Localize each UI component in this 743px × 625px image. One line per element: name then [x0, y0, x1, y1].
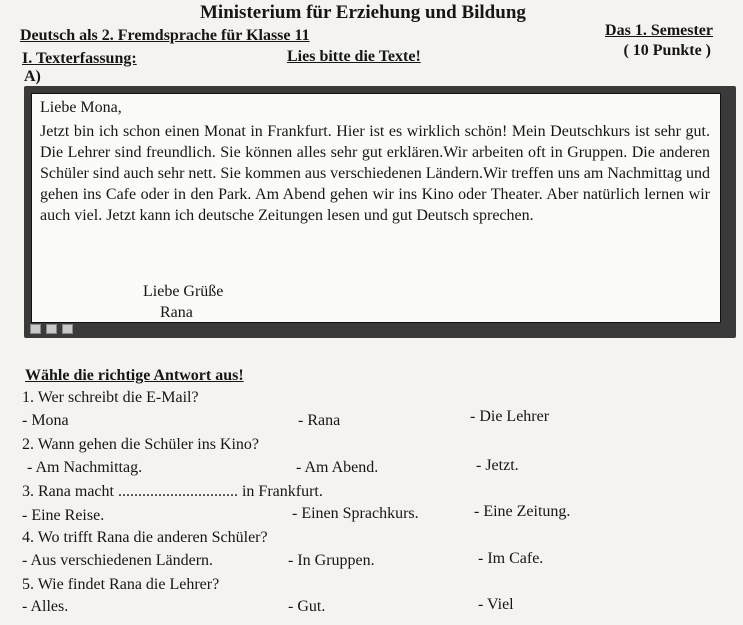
option-2b[interactable]: - Am Abend. — [296, 459, 379, 476]
page-icon — [30, 324, 41, 334]
points-label: ( 10 Punkte ) — [623, 42, 711, 59]
option-5b[interactable]: - Gut. — [288, 598, 326, 615]
option-5a[interactable]: - Alles. — [22, 598, 69, 615]
option-3a[interactable]: - Eine Reise. — [22, 507, 105, 524]
option-1b[interactable]: - Rana — [298, 412, 341, 429]
status-bar — [30, 323, 720, 335]
option-2c[interactable]: - Jetzt. — [476, 457, 519, 474]
semester-label: Das 1. Semester — [605, 22, 713, 39]
option-4c[interactable]: - Im Cafe. — [478, 550, 544, 567]
option-4a[interactable]: - Aus verschiedenen Ländern. — [22, 552, 214, 569]
question-4: 4. Wo trifft Rana die anderen Schüler? — [22, 529, 268, 546]
option-1c[interactable]: - Die Lehrer — [470, 408, 550, 425]
question-3: 3. Rana macht .............................. in Frankfurt. — [22, 483, 323, 500]
subject-line: Deutsch als 2. Fremdsprache für Klasse 11 — [20, 27, 310, 44]
ministry-title: Ministerium für Erziehung und Bildung — [200, 2, 526, 23]
option-3c[interactable]: - Eine Zeitung. — [474, 503, 571, 520]
section-heading: I. Texterfassung: — [22, 50, 137, 67]
letter-body: Jetzt bin ich schon einen Monat in Frankfurt. Hier ist es wirklich schön! Mein Deutschkurs ist sehr gut. Die Lehrer sind freundlich. Sie können alles sehr gut erklären.Wir arbeiten oft in Gruppen. Die anderen Schüler sind auch sehr nett. Sie kommen aus verschiedenen Ländern.Wir treffen uns am Nachmittag und gehen ins Cafe oder in den Park. Am Abend gehen wir ins Kino oder Theater. Aber natürlich lernen wir auch viel. Jetzt kann ich deutsche Zeitungen lesen und gut Deutsch sprechen. — [40, 123, 710, 224]
letter-greeting: Liebe Mona, — [40, 99, 122, 116]
option-5c[interactable]: - Viel — [478, 596, 514, 613]
layout-icon — [46, 324, 57, 334]
option-2a[interactable]: - Am Nachmittag. — [27, 459, 143, 476]
letter-closing: Liebe Grüße — [143, 283, 224, 300]
question-5: 5. Wie findet Rana die Lehrer? — [22, 576, 220, 593]
option-1a[interactable]: - Mona — [22, 412, 69, 429]
question-2: 2. Wann gehen die Schüler ins Kino? — [22, 436, 260, 453]
option-4b[interactable]: - In Gruppen. — [288, 552, 375, 569]
instruction-heading: Lies bitte die Texte! — [287, 48, 421, 65]
part-label: A) — [24, 68, 41, 85]
letter-signature: Rana — [160, 304, 193, 321]
quiz-heading: Wähle die richtige Antwort aus! — [25, 367, 244, 384]
question-1: 1. Wer schreibt die E-Mail? — [22, 389, 199, 406]
option-3b[interactable]: - Einen Sprachkurs. — [292, 505, 419, 522]
view-icon — [62, 324, 73, 334]
